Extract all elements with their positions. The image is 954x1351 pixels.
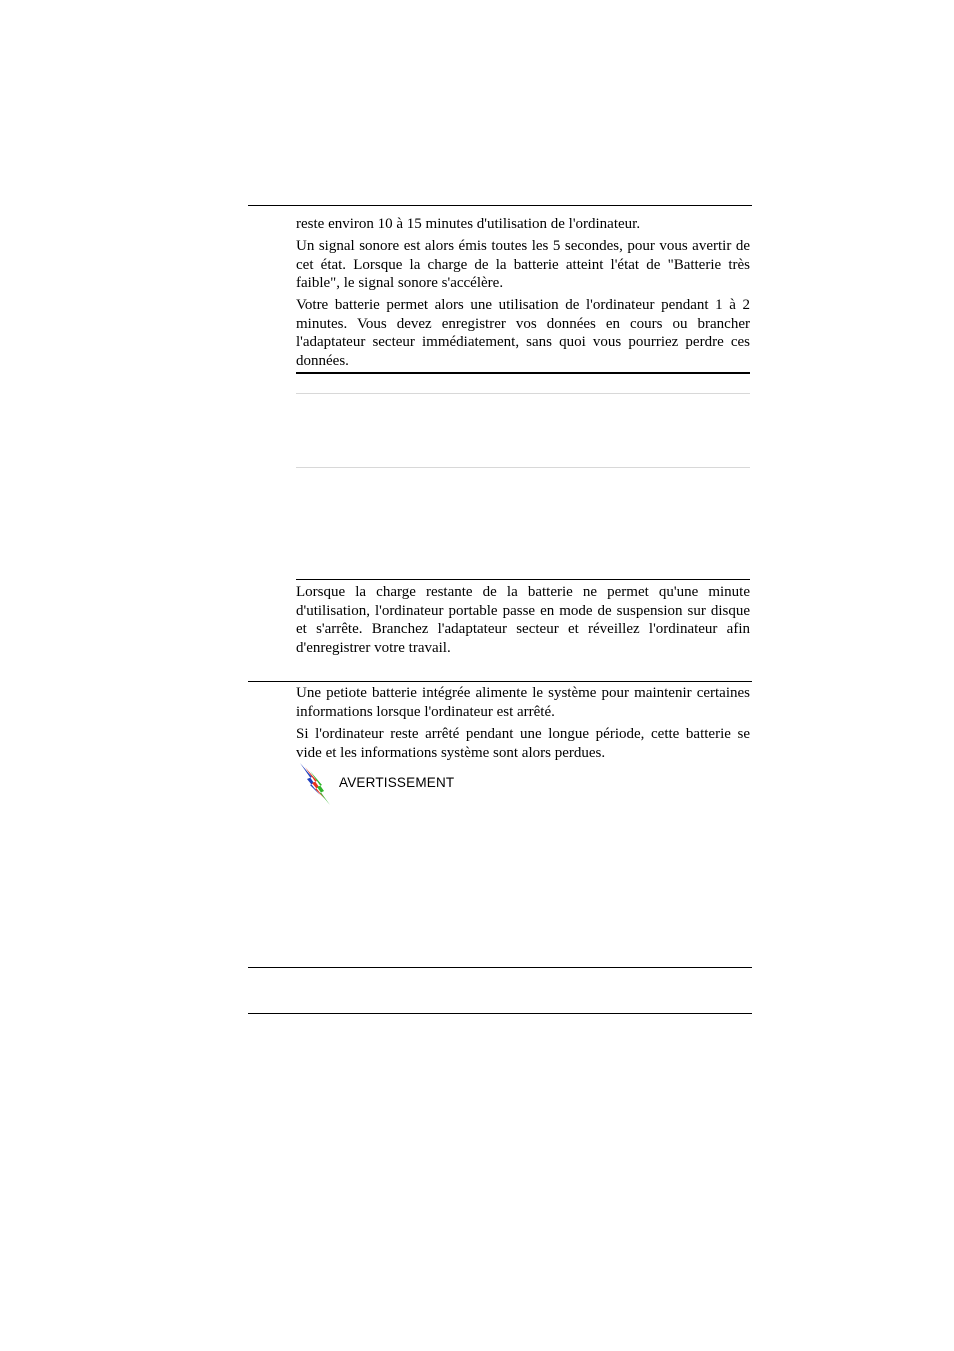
warning-label: AVERTISSEMENT bbox=[339, 775, 455, 790]
suspend-to-disk-paragraph: Lorsque la charge restante de la batterie ne permet qu'une minute d'utilisation, l'ordinateur portable passe en mode de suspension sur disque et s'arrête. Branchez l'adaptateur secteur et réveillez l'ordinateur afin d'enregistrer votre travail. bbox=[296, 584, 750, 656]
warning-block bbox=[296, 761, 496, 807]
section-rule-2 bbox=[296, 579, 750, 580]
table-top-line bbox=[296, 393, 750, 394]
battery-very-low-paragraph: Votre batterie permet alors une utilisation de l'ordinateur pendant 1 à 2 minutes. Vous devez enregistrer vos données en cours ou brancher l'adaptateur secteur immédiatement, sans quoi vous pourriez perdre ces données. bbox=[296, 297, 750, 369]
table-bottom-line bbox=[296, 467, 750, 468]
internal-battery-paragraph: Une petiote batterie intégrée alimente le système pour maintenir certaines informations lorsque l'ordinateur est arrêté. bbox=[296, 685, 750, 720]
section-end-rule bbox=[296, 372, 750, 374]
section-rule-3 bbox=[248, 681, 752, 682]
battery-signal-paragraph: Un signal sonore est alors émis toutes les 5 secondes, pour vous avertir de cet état. Lorsque la charge de la batterie atteint l'état de "Batterie très faible", le signal sonore s'accélère. bbox=[296, 238, 750, 291]
header-rule bbox=[248, 205, 752, 206]
internal-battery-drain-paragraph: Si l'ordinateur reste arrêté pendant une longue période, cette batterie se vide et les informations système sont alors perdues. bbox=[296, 726, 750, 761]
footer-rule-bottom bbox=[248, 1013, 752, 1014]
battery-low-continued: reste environ 10 à 15 minutes d'utilisation de l'ordinateur. bbox=[296, 216, 641, 232]
footer-rule-top bbox=[248, 967, 752, 968]
lightning-warning-icon bbox=[296, 761, 332, 807]
